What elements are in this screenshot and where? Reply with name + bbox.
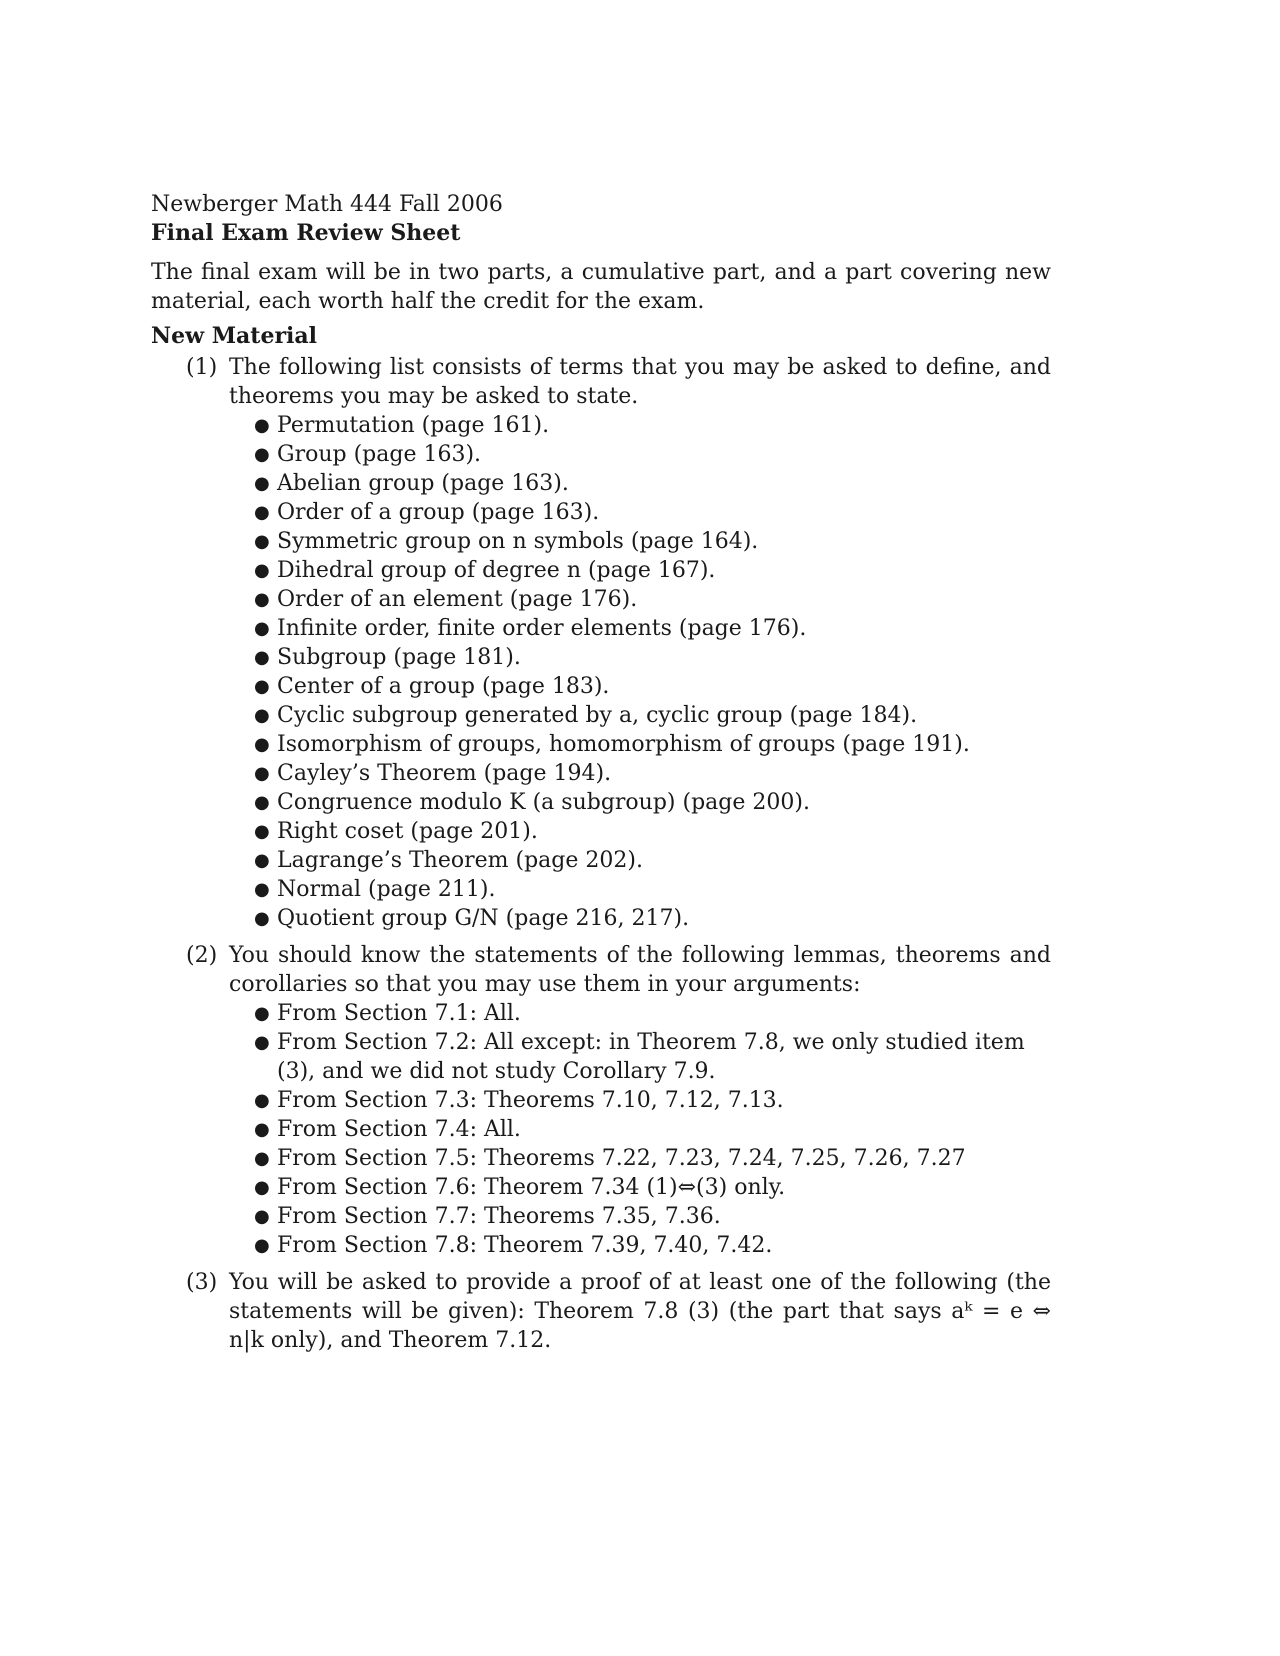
course-line: Newberger Math 444 Fall 2006 [151, 192, 503, 217]
list-item: ● Congruence modulo K (a subgroup) (page 200). [254, 790, 810, 815]
list-item: ● From Section 7.7: Theorems 7.35, 7.36. [254, 1204, 721, 1229]
list-item: ● Permutation (page 161). [254, 413, 550, 438]
bullet-icon: ● [254, 1032, 270, 1053]
list-item: ● Quotient group G/N (page 216, 217). [254, 906, 690, 931]
bullet-icon: ● [254, 473, 270, 494]
bullet-icon: ● [254, 1177, 270, 1198]
bullet-icon: ● [254, 415, 270, 436]
item-text: You will be asked to provide a proof of at least one of the following (the statements will be given): Theorem 7.8 (3) (the part that says aᵏ = e ⇔ n|k only), and Theorem 7.12. [229, 1270, 1051, 1353]
bullet-icon: ● [254, 879, 270, 900]
list-item-3 [151, 1268, 1051, 1355]
bullet-icon: ● [254, 763, 270, 784]
bullet-icon: ● [254, 1235, 270, 1256]
list-item: ● Normal (page 211). [254, 877, 496, 902]
bullet-icon: ● [254, 821, 270, 842]
bullet-icon: ● [254, 589, 270, 610]
intro-paragraph: The final exam will be in two parts, a cumulative part, and a part covering new material, each worth half the credit for the exam. [151, 260, 1051, 314]
item-number: (3) [186, 1270, 218, 1295]
bullet-icon: ● [254, 502, 270, 523]
list-item: ● Order of an element (page 176). [254, 587, 638, 612]
list-item: ● Subgroup (page 181). [254, 645, 521, 670]
list-item: ● Center of a group (page 183). [254, 674, 610, 699]
list-item: ● Cyclic subgroup generated by a, cyclic group (page 184). [254, 703, 918, 728]
item-number: (2) [186, 943, 218, 968]
enumerated-list [151, 353, 1051, 1355]
item-text: You should know the statements of the following lemmas, theorems and corollaries so that you may use them in your arguments: [229, 943, 1051, 997]
item-text: The following list consists of terms that you may be asked to define, and theorems you may be asked to state. [229, 355, 1051, 409]
list-item: ● Right coset (page 201). [254, 819, 538, 844]
bullet-icon: ● [254, 531, 270, 552]
list-item: ● Dihedral group of degree n (page 167). [254, 558, 716, 583]
list-item: ● From Section 7.5: Theorems 7.22, 7.23, 7.24, 7.25, 7.26, 7.27 [254, 1146, 966, 1171]
bullet-icon: ● [254, 647, 270, 668]
bullet-icon: ● [254, 1148, 270, 1169]
item-number: (1) [186, 355, 218, 380]
bullet-icon: ● [254, 705, 270, 726]
document-title: Final Exam Review Sheet [151, 220, 461, 246]
bullet-icon: ● [254, 618, 270, 639]
bullet-icon: ● [254, 850, 270, 871]
bullet-icon: ● [254, 1090, 270, 1111]
bullet-icon: ● [254, 560, 270, 581]
bullet-icon: ● [254, 1119, 270, 1140]
list-item: ● From Section 7.3: Theorems 7.10, 7.12, 7.13. [254, 1088, 784, 1113]
list-item: ● Symmetric group on n symbols (page 164). [254, 529, 759, 554]
document-body [151, 190, 1051, 1363]
list-item: ● Cayley’s Theorem (page 194). [254, 761, 612, 786]
bullet-icon: ● [254, 1003, 270, 1024]
terms-list [229, 411, 1051, 933]
list-item: ● From Section 7.6: Theorem 7.34 (1)⇔(3) only. [254, 1175, 786, 1200]
bullet-icon: ● [254, 908, 270, 929]
sections-list [229, 999, 1051, 1260]
list-item: ● Lagrange’s Theorem (page 202). [254, 848, 643, 873]
list-item: ● From Section 7.1: All. [254, 1001, 521, 1026]
list-item: ● Abelian group (page 163). [254, 471, 569, 496]
bullet-icon: ● [254, 676, 270, 697]
list-item: ● Order of a group (page 163). [254, 500, 600, 525]
list-item: ● From Section 7.4: All. [254, 1117, 521, 1142]
list-item: ● From Section 7.2: All except: in Theorem 7.8, we only studied item (3), and we did not study Corollary 7.9. [254, 1030, 1025, 1084]
bullet-icon: ● [254, 444, 270, 465]
list-item: ● From Section 7.8: Theorem 7.39, 7.40, 7.42. [254, 1233, 773, 1258]
bullet-icon: ● [254, 792, 270, 813]
bullet-icon: ● [254, 734, 270, 755]
list-item-2 [151, 941, 1051, 1260]
list-item: ● Infinite order, finite order elements (page 176). [254, 616, 807, 641]
list-item: ● Group (page 163). [254, 442, 482, 467]
section-heading: New Material [151, 323, 318, 349]
bullet-icon: ● [254, 1206, 270, 1227]
list-item-1 [151, 353, 1051, 933]
list-item: ● Isomorphism of groups, homomorphism of groups (page 191). [254, 732, 970, 757]
